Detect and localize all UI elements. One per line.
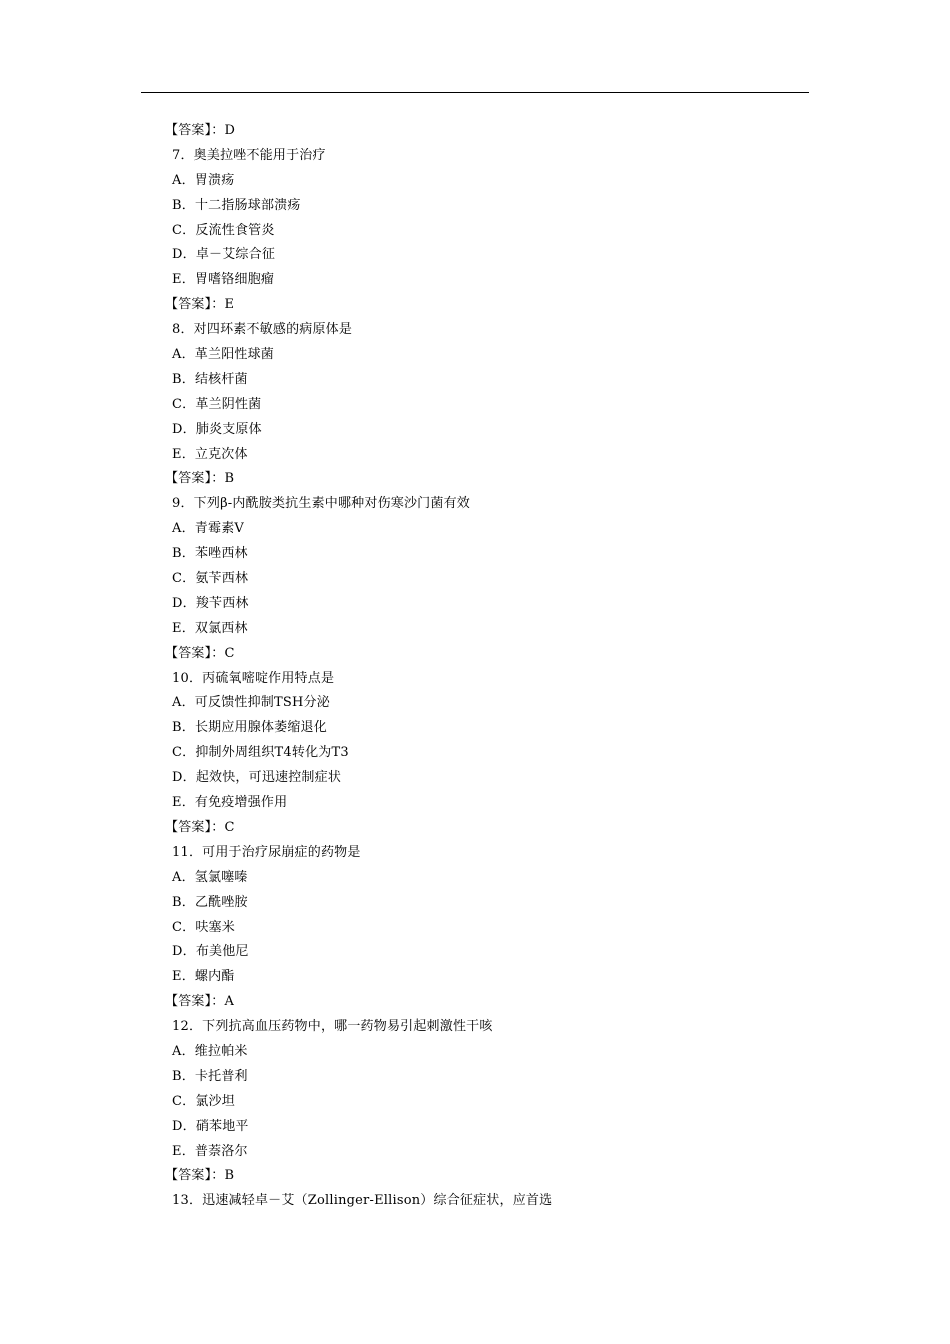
option-line: D．卓－艾综合征 bbox=[172, 247, 276, 263]
option-line: C．抑制外周组织T4转化为T3 bbox=[172, 745, 349, 761]
option-line: D．羧苄西林 bbox=[172, 595, 249, 611]
header-rule bbox=[141, 92, 809, 93]
option-line: A．青霉素V bbox=[172, 521, 244, 537]
answer-line: 【答案】：B bbox=[165, 1168, 235, 1184]
answer-line: 【答案】：C bbox=[165, 645, 235, 661]
option-line: B．结核杆菌 bbox=[172, 371, 248, 387]
option-line: E．螺内酯 bbox=[172, 969, 235, 985]
option-line: A．维拉帕米 bbox=[172, 1043, 248, 1059]
answer-line: 【答案】：A bbox=[165, 994, 235, 1010]
question-text: 7．奥美拉唑不能用于治疗 bbox=[172, 147, 326, 163]
option-line: A．革兰阳性球菌 bbox=[172, 347, 274, 363]
option-line: E．胃嗜铬细胞瘤 bbox=[172, 272, 275, 288]
option-line: D．起效快，可迅速控制症状 bbox=[172, 770, 342, 786]
option-line: B．卡托普利 bbox=[172, 1068, 248, 1084]
option-line: B．长期应用腺体萎缩退化 bbox=[172, 720, 327, 736]
question-text: 8．对四环素不敏感的病原体是 bbox=[172, 322, 353, 338]
option-line: E．立克次体 bbox=[172, 446, 248, 462]
question-text: 10．丙硫氧嘧啶作用特点是 bbox=[172, 670, 335, 686]
option-line: C．呋塞米 bbox=[172, 919, 235, 935]
option-line: B．乙酰唑胺 bbox=[172, 894, 248, 910]
answer-line: 【答案】：C bbox=[165, 819, 235, 835]
option-line: C．氯沙坦 bbox=[172, 1093, 235, 1109]
question-text: 13．迅速减轻卓－艾（Zollinger-Ellison）综合征症状，应首选 bbox=[172, 1193, 553, 1209]
document-body bbox=[165, 119, 812, 1214]
option-line: C．氨苄西林 bbox=[172, 571, 249, 587]
option-line: C．反流性食管炎 bbox=[172, 222, 275, 238]
option-line: C．革兰阴性菌 bbox=[172, 396, 262, 412]
answer-line: 【答案】：D bbox=[165, 123, 236, 138]
option-line: A．胃溃疡 bbox=[172, 172, 235, 188]
option-line: A．氢氯噻嗪 bbox=[172, 869, 248, 885]
question-text: 9．下列β-内酰胺类抗生素中哪种对伤寒沙门菌有效 bbox=[172, 496, 470, 512]
option-line: A．可反馈性抑制TSH分泌 bbox=[172, 695, 330, 711]
answer-line: 【答案】：E bbox=[165, 297, 235, 313]
option-line: D．硝苯地平 bbox=[172, 1118, 249, 1134]
option-line: D．肺炎支原体 bbox=[172, 421, 262, 437]
option-line: E．普萘洛尔 bbox=[172, 1143, 248, 1159]
question-text: 12．下列抗高血压药物中，哪一药物易引起刺激性干咳 bbox=[172, 1019, 493, 1035]
option-line: E．双氯西林 bbox=[172, 620, 248, 636]
option-line: D．布美他尼 bbox=[172, 944, 249, 960]
question-text: 11．可用于治疗尿崩症的药物是 bbox=[172, 844, 361, 860]
option-line: B．十二指肠球部溃疡 bbox=[172, 197, 301, 213]
option-line: B．苯唑西林 bbox=[172, 546, 248, 562]
answer-line: 【答案】：B bbox=[165, 471, 235, 487]
option-line: E．有免疫增强作用 bbox=[172, 795, 288, 811]
